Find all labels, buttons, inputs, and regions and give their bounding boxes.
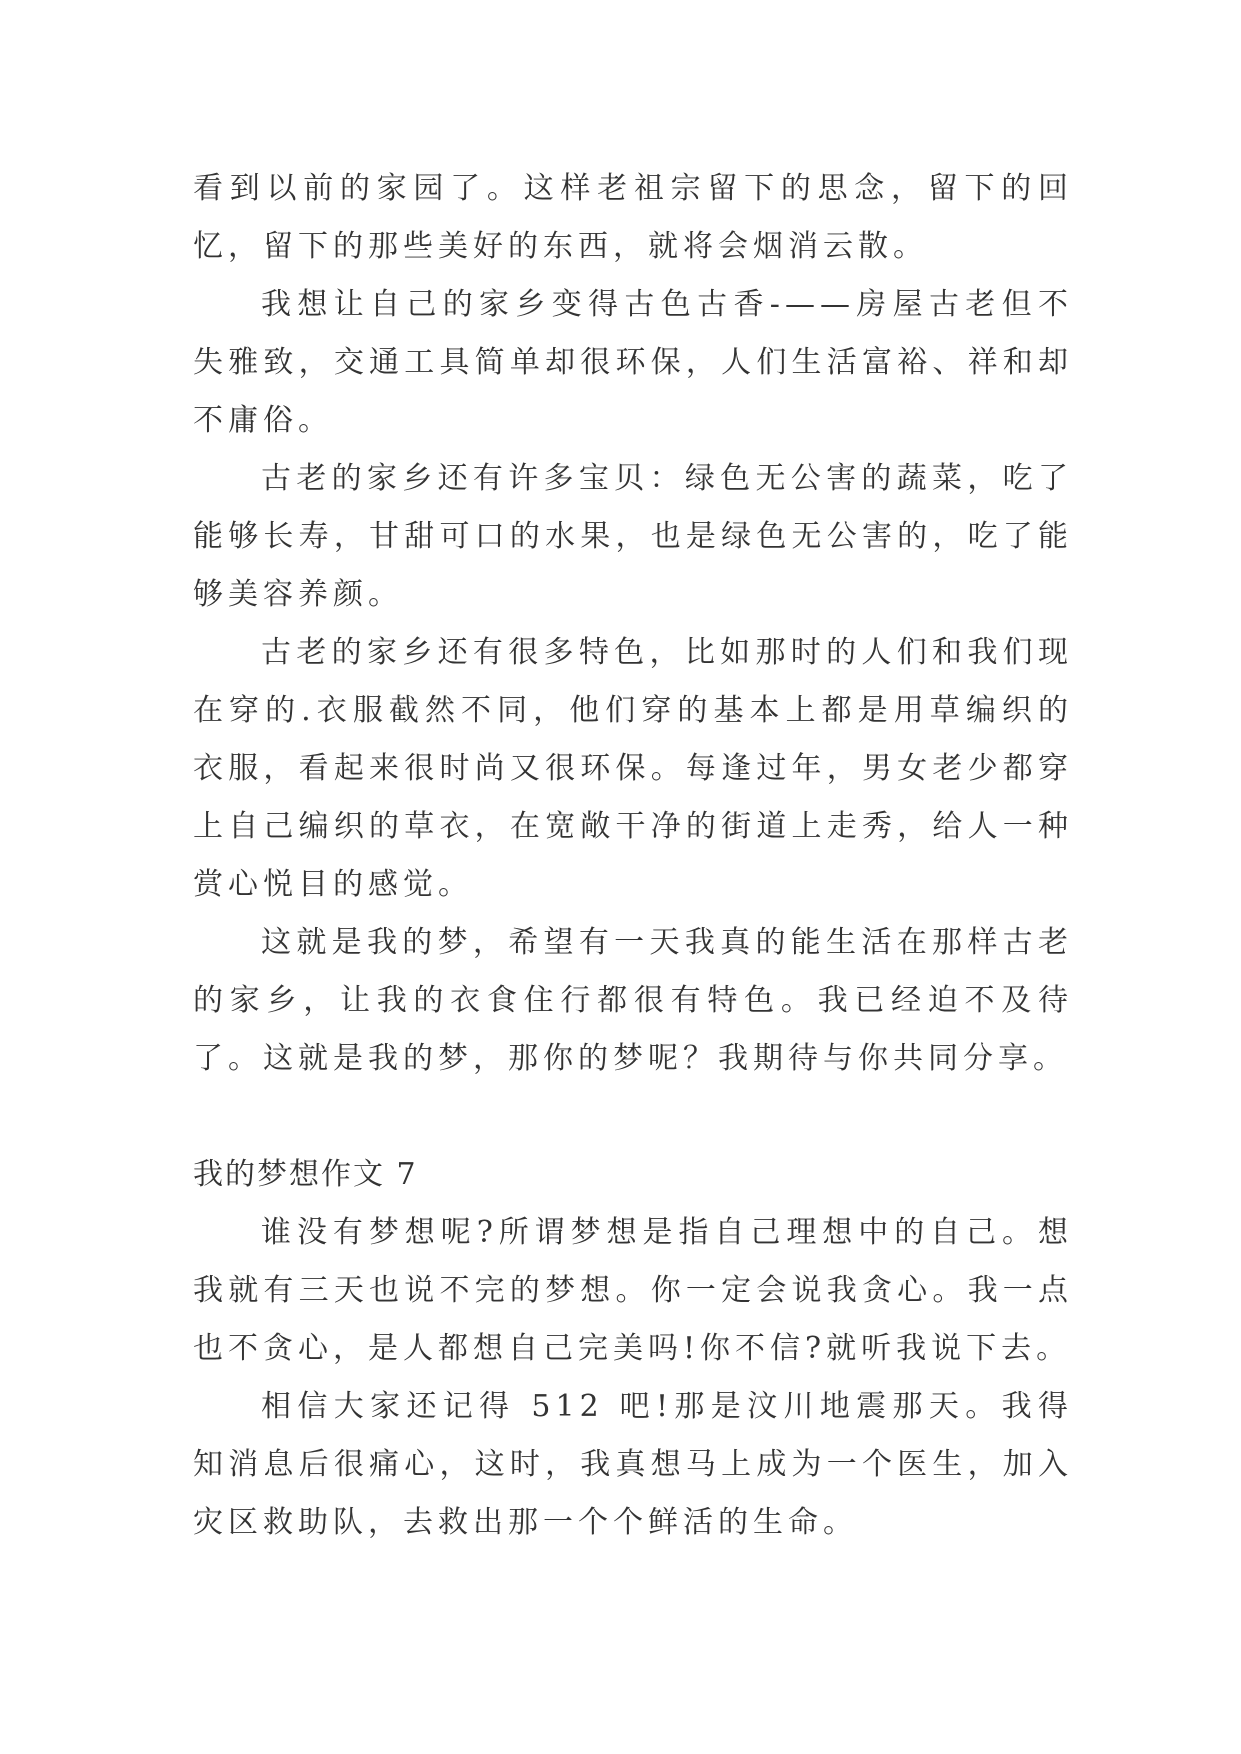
paragraph-dream-intro: 谁没有梦想呢?所谓梦想是指自己理想中的自己。想我就有三天也说不完的梦想。你一定会说我贪心。我一点也不贪心，是人都想自己完美吗!你不信?就听我说下去。: [193, 1215, 1073, 1366]
document-body: [193, 160, 1073, 1552]
paragraph-hometown-style: 我想让自己的家乡变得古色古香-——房屋古老但不失雅致，交通工具简单却很环保，人们生活富裕、祥和却不庸俗。: [193, 287, 1073, 438]
section-title: 我的梦想作文 7: [193, 1157, 418, 1192]
paragraph-hometown-treasures: 古老的家乡还有许多宝贝：绿色无公害的蔬菜，吃了能够长寿，甘甜可口的水果，也是绿色无公害的，吃了能够美容养颜。: [193, 461, 1073, 612]
paragraph-dream-conclusion: 这就是我的梦，希望有一天我真的能生活在那样古老的家乡，让我的衣食住行都很有特色。我已经迫不及待了。这就是我的梦，那你的梦呢？我期待与你共同分享。: [193, 925, 1073, 1076]
paragraph-continued: 看到以前的家园了。这样老祖宗留下的思念，留下的回忆，留下的那些美好的东西，就将会烟消云散。: [193, 171, 1073, 264]
paragraph-earthquake: 相信大家还记得 512 吧!那是汶川地震那天。我得知消息后很痛心，这时，我真想马上成为一个医生，加入灾区救助队，去救出那一个个鲜活的生命。: [193, 1389, 1073, 1540]
paragraph-hometown-features: 古老的家乡还有很多特色，比如那时的人们和我们现在穿的.衣服截然不同，他们穿的基本上都是用草编织的衣服，看起来很时尚又很环保。每逢过年，男女老少都穿上自己编织的草衣，在宽敞干净的街道上走秀，给人一种赏心悦目的感觉。: [193, 635, 1073, 902]
